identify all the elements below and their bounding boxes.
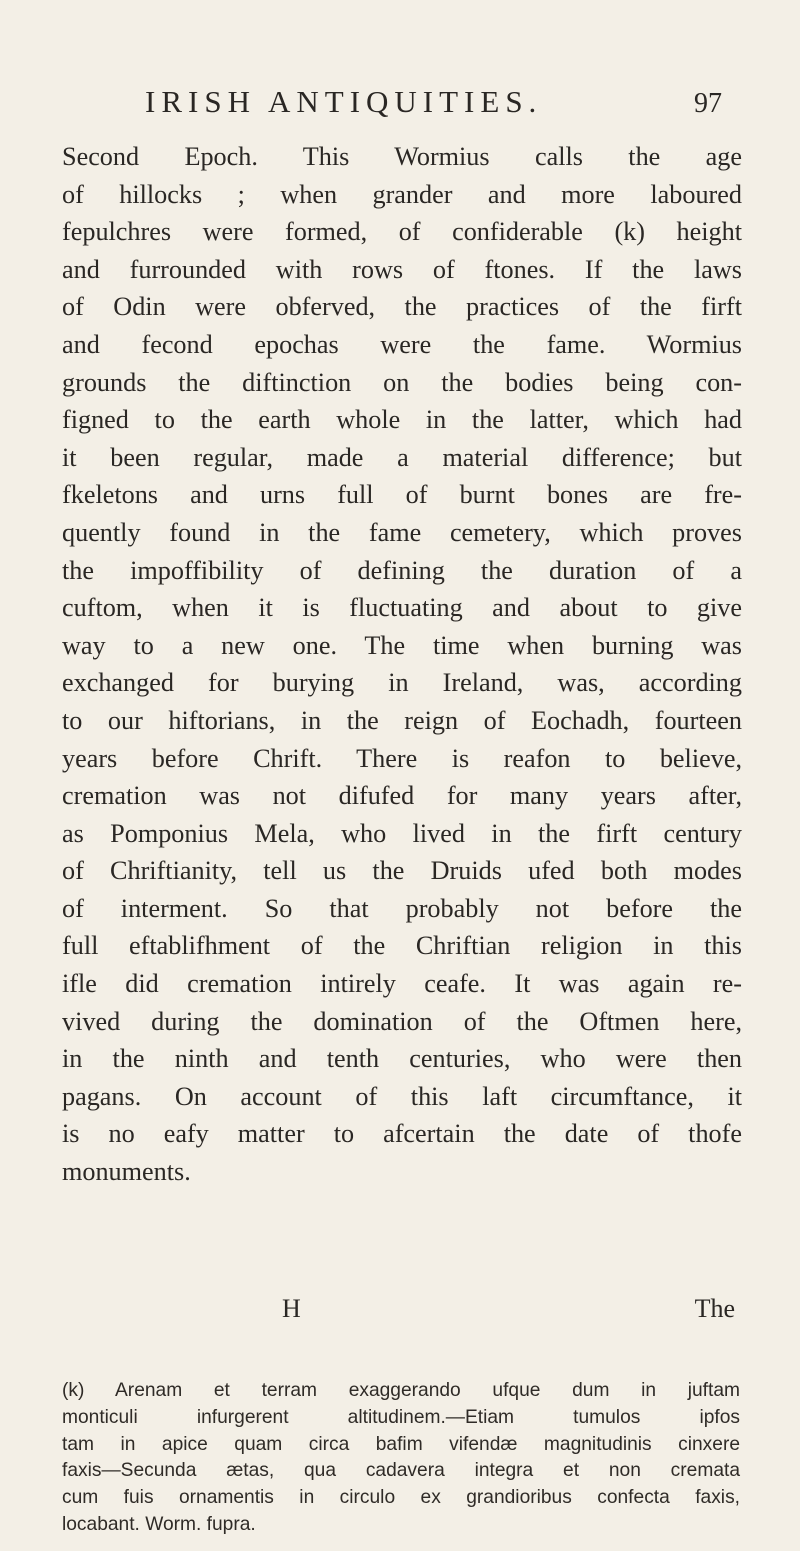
- body-text: [62, 138, 742, 1191]
- text-line: to our hiftorians, in the reign of Eochadh, fourteen: [62, 705, 742, 735]
- text-line: figned to the earth whole in the latter, which had: [62, 405, 742, 435]
- text-line: fkeletons and urns full of burnt bones are fre-: [62, 480, 742, 510]
- footnote-line: faxis—Secunda ætas, qua cadavera integra et non cremata: [62, 1460, 740, 1482]
- running-head: [0, 84, 800, 124]
- text-line: full eftablifhment of the Chriftian religion in this: [62, 931, 742, 961]
- text-line: of interment. So that probably not before the: [62, 893, 742, 923]
- text-line: it been regular, made a material difference; but: [62, 442, 742, 472]
- text-line: of Odin were obferved, the practices of the firft: [62, 292, 742, 322]
- text-line: of hillocks ; when grander and more laboured: [62, 179, 742, 209]
- text-line: ifle did cremation intirely ceafe. It was again re-: [62, 969, 742, 999]
- page-number: 97: [694, 88, 722, 119]
- signature-mark: H: [282, 1294, 301, 1323]
- text-line: cuftom, when it is fluctuating and about to give: [62, 593, 742, 623]
- text-line: cremation was not difufed for many years after,: [62, 781, 742, 811]
- catchword: The: [694, 1294, 735, 1323]
- text-line: the impoffibility of defining the duration of a: [62, 555, 742, 585]
- text-line: of Chriftianity, tell us the Druids ufed both modes: [62, 856, 742, 886]
- text-line: in the ninth and tenth centuries, who were then: [62, 1044, 742, 1074]
- footnote-line: monticuli infurgerent altitudinem.—Etiam tumulos ipfos: [62, 1406, 740, 1428]
- footnote: [62, 1378, 740, 1539]
- footnote-line: locabant. Worm. fupra.: [62, 1513, 256, 1535]
- text-line: vived during the domination of the Oftmen here,: [62, 1006, 742, 1036]
- text-line: way to a new one. The time when burning was: [62, 630, 742, 660]
- text-line: grounds the diftinction on the bodies being con-: [62, 367, 742, 397]
- footnote-line: (k) Arenam et terram exaggerando ufque dum in juftam: [62, 1380, 740, 1401]
- text-line: pagans. On account of this laft circumftance, it: [62, 1081, 742, 1111]
- text-line: monuments.: [62, 1157, 191, 1187]
- text-line: and fecond epochas were the fame. Wormius: [62, 329, 742, 359]
- running-title: IRISH ANTIQUITIES.: [145, 84, 543, 119]
- catchline: [0, 1294, 800, 1330]
- text-line: and furrounded with rows of ftones. If the laws: [62, 254, 742, 284]
- text-line: as Pomponius Mela, who lived in the firft century: [62, 818, 742, 848]
- text-line: quently found in the fame cemetery, which proves: [62, 517, 742, 547]
- text-line: Second Epoch. This Wormius calls the age: [62, 142, 742, 171]
- footnote-line: cum fuis ornamentis in circulo ex grandioribus confecta faxis,: [62, 1487, 740, 1509]
- text-line: fepulchres were formed, of confiderable (k) height: [62, 217, 742, 247]
- text-line: is no eafy matter to afcertain the date of thofe: [62, 1119, 742, 1149]
- text-line: years before Chrift. There is reafon to believe,: [62, 743, 742, 773]
- footnote-line: tam in apice quam circa bafim vifendæ magnitudinis cinxere: [62, 1433, 740, 1455]
- text-line: exchanged for burying in Ireland, was, according: [62, 668, 742, 698]
